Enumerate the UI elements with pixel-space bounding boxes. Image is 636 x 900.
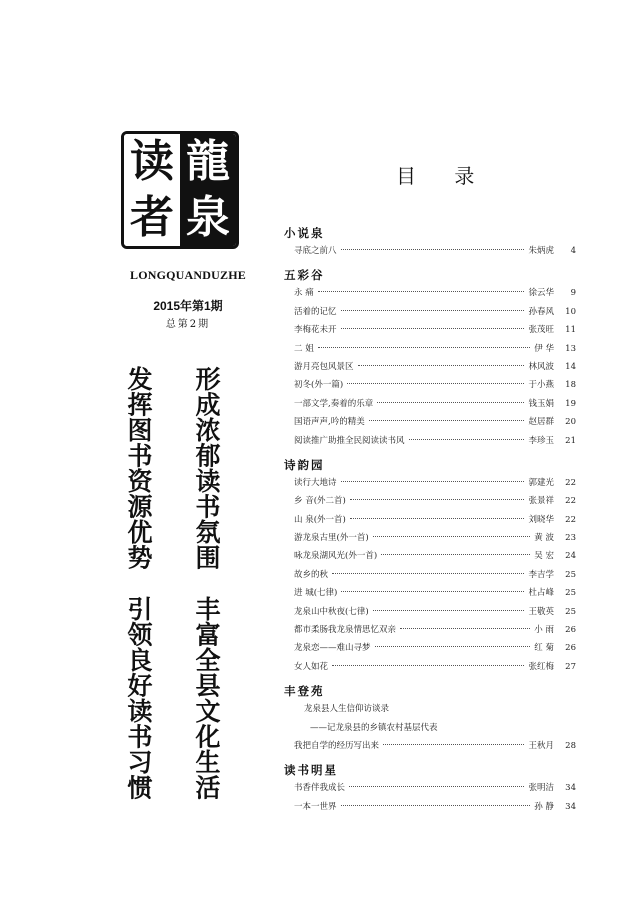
toc-entry-author: 林风波 bbox=[528, 361, 554, 372]
toc-entry-page: 9 bbox=[570, 288, 576, 299]
toc-leader-dots bbox=[318, 291, 525, 292]
toc-entry-title: 一部文学,奏着的乐章 bbox=[294, 398, 374, 409]
toc-entry-author: 杜占峰 bbox=[528, 588, 554, 599]
toc-leader-dots bbox=[332, 665, 524, 666]
toc-entry-author: 孙春风 bbox=[528, 306, 554, 317]
toc-entry-author: 伊 华 bbox=[534, 343, 554, 354]
toc-entry-title: 活着的记忆 bbox=[294, 306, 337, 317]
toc-leader-dots bbox=[400, 628, 530, 629]
toc-entry-page: 23 bbox=[565, 533, 576, 544]
toc-leader-dots bbox=[318, 347, 531, 348]
toc-entry[interactable] bbox=[284, 303, 576, 321]
toc-leader-dots bbox=[381, 554, 530, 555]
toc-entry[interactable] bbox=[284, 719, 576, 737]
toc-entry[interactable] bbox=[284, 432, 576, 450]
toc-leader-dots bbox=[332, 573, 524, 574]
toc-entry[interactable] bbox=[284, 621, 576, 639]
toc-entry-title: 游月亮包风景区 bbox=[294, 361, 354, 372]
toc-entry-author: 黄 波 bbox=[534, 533, 554, 544]
toc-entry-page: 25 bbox=[565, 606, 576, 617]
toc-entry-title: 一本一世界 bbox=[294, 801, 337, 812]
toc-entry[interactable] bbox=[284, 547, 576, 565]
toc-entry-title: 阅读推广助推全民阅读读书风 bbox=[294, 435, 405, 446]
toc-leader-dots bbox=[347, 383, 524, 384]
toc-entry-page: 13 bbox=[565, 343, 576, 354]
toc-entry[interactable] bbox=[284, 474, 576, 492]
toc-entry-page: 24 bbox=[565, 551, 576, 562]
toc-entry-title: 故乡的秋 bbox=[294, 569, 329, 580]
toc-entry[interactable] bbox=[284, 529, 576, 547]
toc-section-title: 小说泉 bbox=[284, 226, 325, 240]
logo-char: 龍 bbox=[180, 134, 236, 190]
toc-entry-page: 18 bbox=[565, 380, 576, 391]
toc-entry-author: 王秋月 bbox=[528, 740, 554, 751]
section-gap bbox=[284, 816, 576, 822]
slogan: 引领良好读书习惯 bbox=[124, 596, 153, 800]
toc-entry[interactable] bbox=[284, 584, 576, 602]
toc-leader-dots bbox=[369, 420, 525, 421]
toc-entry-page: 27 bbox=[565, 661, 576, 672]
toc-entry-title: 国语声声,吟的精美 bbox=[294, 417, 365, 428]
toc-leader-dots bbox=[377, 402, 524, 403]
toc-entry-author: 张景祥 bbox=[528, 496, 554, 507]
toc-entry-page: 34 bbox=[565, 783, 576, 794]
toc-entry[interactable] bbox=[284, 639, 576, 657]
toc-leader-dots bbox=[350, 499, 525, 500]
toc-entry-author: 王敬英 bbox=[528, 606, 554, 617]
toc-leader-dots bbox=[341, 591, 524, 592]
toc-entry-title: 永 痛 bbox=[294, 288, 314, 299]
toc-entry[interactable] bbox=[284, 413, 576, 431]
toc-entry[interactable] bbox=[284, 700, 576, 718]
toc-entry[interactable] bbox=[284, 358, 576, 376]
toc-entry[interactable] bbox=[284, 658, 576, 676]
toc-entry-page: 20 bbox=[565, 417, 576, 428]
toc-entry[interactable] bbox=[284, 376, 576, 394]
toc-entry-page: 25 bbox=[565, 569, 576, 580]
toc-entry-page: 26 bbox=[565, 625, 576, 636]
toc-entry-title: 我把自学的经历写出来 bbox=[294, 740, 380, 751]
toc-leader-dots bbox=[409, 439, 525, 440]
magazine-logo bbox=[121, 131, 239, 249]
toc-leader-dots bbox=[341, 310, 525, 311]
toc-leader-dots bbox=[341, 249, 525, 250]
toc-entry-author: 吴 宏 bbox=[534, 551, 554, 562]
toc-entry-title: 二 姐 bbox=[294, 343, 314, 354]
toc-entry-author: 张红梅 bbox=[528, 661, 554, 672]
toc-entry-author: 于小燕 bbox=[528, 380, 554, 391]
toc-entry-title: 初冬(外一篇) bbox=[294, 380, 344, 391]
toc-entry-title: ——记龙泉县的乡镇农村基层代表 bbox=[310, 722, 438, 733]
toc-entry-author: 孙 静 bbox=[534, 801, 554, 812]
toc-entry-page: 11 bbox=[565, 325, 576, 336]
toc-entry-page: 34 bbox=[565, 801, 576, 812]
toc-entry-page: 21 bbox=[565, 435, 576, 446]
toc-entry[interactable] bbox=[284, 321, 576, 339]
toc-entry[interactable] bbox=[284, 798, 576, 816]
toc-entry-title: 龙泉县人生信仰访谈录 bbox=[304, 704, 390, 715]
toc-entry-title: 寻底之前八 bbox=[294, 246, 337, 256]
toc-entry-page: 19 bbox=[565, 398, 576, 409]
toc-entry-author: 朱炳虎 bbox=[528, 246, 554, 256]
toc-section-title: 诗韵园 bbox=[284, 457, 325, 472]
toc-entry-author: 钱玉娟 bbox=[528, 398, 554, 409]
slogan: 形成浓郁读书氛围 bbox=[192, 366, 221, 570]
toc-entry-page: 14 bbox=[565, 361, 576, 372]
toc-leader-dots bbox=[373, 610, 525, 611]
toc-entry[interactable] bbox=[284, 566, 576, 584]
toc-leader-dots bbox=[341, 328, 525, 329]
toc-leader-dots bbox=[373, 536, 531, 537]
toc-entry-author: 小 雨 bbox=[534, 625, 554, 636]
toc-entry[interactable] bbox=[284, 284, 576, 302]
magazine-english-title: LONGQUANDUZHE bbox=[130, 268, 246, 282]
toc-entry-author: 张茂旺 bbox=[528, 325, 554, 336]
toc-entry[interactable] bbox=[284, 242, 576, 260]
toc-entry-author: 刘晓华 bbox=[528, 514, 554, 525]
slogan: 发挥图书资源优势 bbox=[124, 366, 153, 570]
toc-title: 目 录 bbox=[396, 164, 491, 188]
toc-entry-page: 4 bbox=[570, 246, 576, 256]
toc-entry-page: 28 bbox=[565, 740, 576, 751]
toc-entry-author: 郭建光 bbox=[528, 477, 554, 488]
total-issue-number: 总第2期 bbox=[165, 319, 211, 330]
toc-section-title: 丰登苑 bbox=[284, 684, 325, 699]
toc-entry-title: 乡 音(外二首) bbox=[294, 496, 346, 507]
toc-leader-dots bbox=[341, 481, 525, 482]
toc-entry-author: 徐云华 bbox=[528, 288, 554, 299]
toc-entry-title: 游龙泉古里(外一首) bbox=[294, 533, 369, 544]
toc-entry[interactable] bbox=[284, 395, 576, 413]
toc-entry-page: 22 bbox=[565, 477, 576, 488]
toc-entry-title: 李梅花未开 bbox=[294, 325, 337, 336]
toc-entry-title: 读行大地诗 bbox=[294, 477, 337, 488]
toc-entry-title: 咏龙泉湖风光(外一首) bbox=[294, 551, 378, 562]
toc-leader-dots bbox=[350, 518, 525, 519]
toc-entry-title: 都市柔肠我龙泉情思忆双亲 bbox=[294, 625, 397, 636]
toc-section-title: 五彩谷 bbox=[284, 268, 325, 283]
toc-entry-author: 红 菊 bbox=[534, 643, 554, 654]
toc-entry-author: 赵居群 bbox=[528, 417, 554, 428]
logo-char: 者 bbox=[124, 190, 180, 246]
toc-entry-title: 女人如花 bbox=[294, 661, 329, 672]
toc-entry-title: 龙泉山中秋夜(七律) bbox=[294, 606, 369, 617]
issue-number: 2015年第1期 bbox=[153, 299, 223, 313]
toc-entry-title: 龙泉恋——难山寻梦 bbox=[294, 643, 371, 654]
toc-entry-page: 22 bbox=[565, 514, 576, 525]
toc-entry-title: 山 泉(外一首) bbox=[294, 514, 346, 525]
logo-char: 泉 bbox=[180, 190, 236, 246]
toc-entry[interactable] bbox=[284, 492, 576, 510]
toc-section-title: 读书明星 bbox=[284, 763, 338, 778]
toc-entry-title: 进 城(七律) bbox=[294, 588, 338, 599]
toc-entry-page: 26 bbox=[565, 643, 576, 654]
toc-entry[interactable] bbox=[284, 603, 576, 621]
toc-entry-page: 25 bbox=[565, 588, 576, 599]
table-of-contents bbox=[284, 224, 576, 822]
toc-entry[interactable] bbox=[284, 511, 576, 529]
toc-leader-dots bbox=[349, 786, 524, 787]
toc-leader-dots bbox=[383, 744, 524, 745]
slogan: 丰富全县文化生活 bbox=[192, 596, 221, 800]
toc-entry[interactable] bbox=[284, 340, 576, 358]
toc-entry-author: 李珍玉 bbox=[528, 435, 554, 446]
toc-leader-dots bbox=[341, 805, 531, 806]
toc-entry-page: 10 bbox=[565, 306, 576, 317]
toc-leader-dots bbox=[358, 365, 525, 366]
toc-entry-title: 书香伴我成长 bbox=[294, 783, 346, 794]
logo-char: 读 bbox=[124, 134, 180, 190]
toc-entry[interactable] bbox=[284, 737, 576, 755]
toc-entry-author: 张明洁 bbox=[528, 783, 554, 794]
toc-entry[interactable] bbox=[284, 779, 576, 797]
toc-entry-author: 李吉学 bbox=[528, 569, 554, 580]
toc-leader-dots bbox=[375, 646, 531, 647]
toc-entry-page: 22 bbox=[565, 496, 576, 507]
